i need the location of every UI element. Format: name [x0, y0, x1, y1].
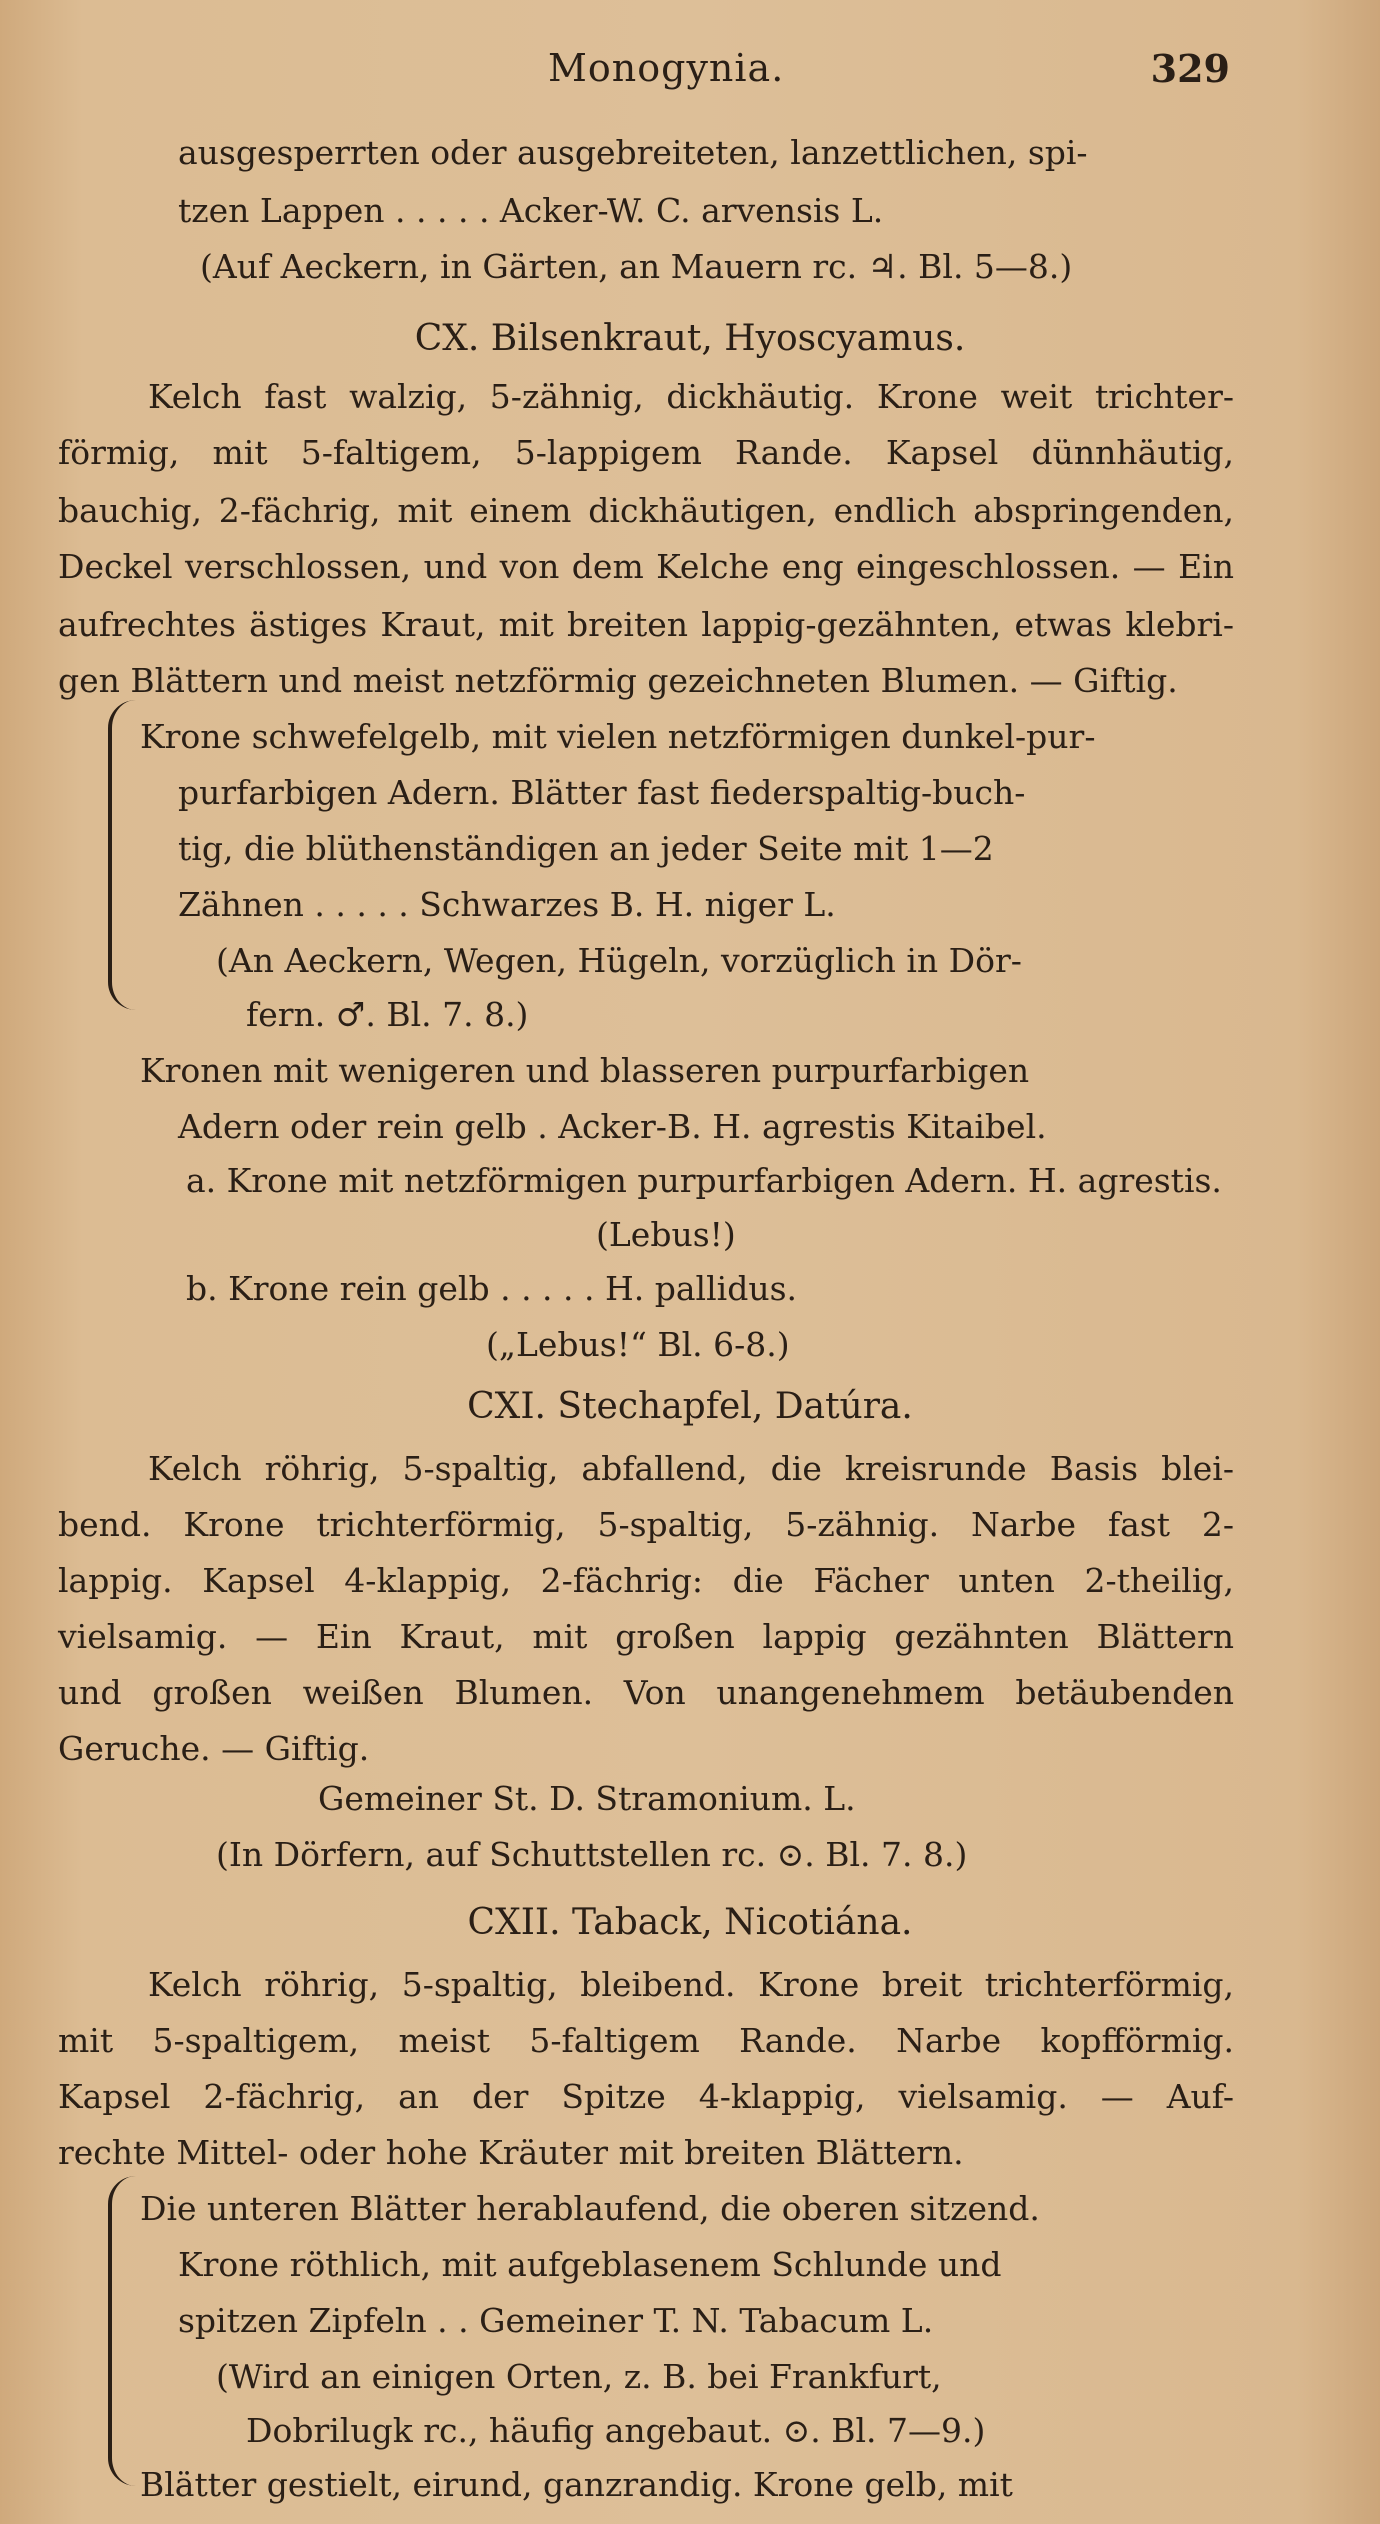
text-line: Geruche. — Giftig.: [58, 1729, 370, 1768]
text-line: Zähnen . . . . . Schwarzes B. H. niger L.: [178, 885, 836, 924]
text-line: tig, die blüthenständigen an jeder Seite mit 1—2: [178, 829, 994, 868]
text-line: (Lebus!): [596, 1215, 736, 1254]
genus-heading-cxii: CXII. Taback, Nicotiána.: [467, 1902, 913, 1943]
text-line: rechte Mittel- oder hohe Kräuter mit breiten Blättern.: [58, 2133, 964, 2172]
running-title: Monogynia.: [548, 46, 785, 90]
text-line: Die unteren Blätter herablaufend, die oberen sitzend.: [140, 2189, 1040, 2228]
text-line: aufrechtes ästiges Kraut, mit breiten lappig-gezähnten, etwas klebri-: [58, 605, 1234, 644]
page-number: 329: [1150, 46, 1230, 91]
text-line: (Wird an einigen Orten, z. B. bei Frankfurt,: [216, 2357, 942, 2396]
text-line: vielsamig. — Ein Kraut, mit großen lappig gezähnten Blättern: [58, 1617, 1234, 1656]
text-line: („Lebus!“ Bl. 6-8.): [486, 1325, 790, 1364]
text-line: ausgesperrten oder ausgebreiteten, lanzettlichen, spi-: [178, 133, 1088, 172]
text-line: Gemeiner St. D. Stramonium. L.: [318, 1779, 856, 1818]
text-line: Kelch fast walzig, 5-zähnig, dickhäutig. Krone weit trichter-: [148, 377, 1234, 416]
text-line: b. Krone rein gelb . . . . . H. pallidus.: [186, 1269, 798, 1308]
page-header: [0, 46, 1380, 106]
text-line: Kelch röhrig, 5-spaltig, bleibend. Krone breit trichterförmig,: [148, 1965, 1234, 2004]
text-line: Kronen mit wenigeren und blasseren purpurfarbigen: [140, 1051, 1030, 1090]
text-line: (An Aeckern, Wegen, Hügeln, vorzüglich in Dör-: [216, 941, 1022, 980]
text-line: und großen weißen Blumen. Von unangenehmem betäubenden: [58, 1673, 1234, 1712]
text-line: Krone röthlich, mit aufgeblasenem Schlunde und: [178, 2245, 1002, 2284]
text-line: förmig, mit 5-faltigem, 5-lappigem Rande. Kapsel dünnhäutig,: [58, 433, 1234, 472]
text-line: (Auf Aeckern, in Gärten, an Mauern rc. ♃. Bl. 5—8.): [200, 247, 1073, 286]
text-line: Blätter gestielt, eirund, ganzrandig. Krone gelb, mit: [140, 2465, 1013, 2504]
text-line: Dobrilugk rc., häufig angebaut. ⊙. Bl. 7—9.): [246, 2411, 986, 2450]
text-line: Deckel verschlossen, und von dem Kelche eng eingeschlossen. — Ein: [58, 547, 1234, 586]
text-line: (In Dörfern, auf Schuttstellen rc. ⊙. Bl. 7. 8.): [216, 1835, 968, 1874]
genus-heading-cx: CX. Bilsenkraut, Hyoscyamus.: [414, 318, 966, 359]
text-line: bauchig, 2-fächrig, mit einem dickhäutigen, endlich abspringenden,: [58, 491, 1234, 530]
text-line: purfarbigen Adern. Blätter fast fiederspaltig-buch-: [178, 773, 1026, 812]
text-line: spitzen Zipfeln . . Gemeiner T. N. Tabacum L.: [178, 2301, 934, 2340]
text-line: lappig. Kapsel 4-klappig, 2-fächrig: die Fächer unten 2-theilig,: [58, 1561, 1234, 1600]
text-line: tzen Lappen . . . . . Acker-W. C. arvensis L.: [178, 191, 884, 230]
text-line: fern. ♂. Bl. 7. 8.): [246, 995, 529, 1034]
text-line: Kapsel 2-fächrig, an der Spitze 4-klappig, vielsamig. — Auf-: [58, 2077, 1234, 2116]
genus-heading-cxi: CXI. Stechapfel, Datúra.: [467, 1386, 913, 1427]
text-line: Krone schwefelgelb, mit vielen netzförmigen dunkel-pur-: [140, 717, 1096, 756]
text-line: a. Krone mit netzförmigen purpurfarbigen Adern. H. agrestis.: [186, 1161, 1222, 1200]
text-line: mit 5-spaltigem, meist 5-faltigem Rande. Narbe kopfförmig.: [58, 2021, 1234, 2060]
text-line: Kelch röhrig, 5-spaltig, abfallend, die kreisrunde Basis blei-: [148, 1449, 1234, 1488]
text-line: Adern oder rein gelb . Acker-B. H. agrestis Kitaibel.: [178, 1107, 1047, 1146]
text-line: gen Blättern und meist netzförmig gezeichneten Blumen. — Giftig.: [58, 661, 1178, 700]
text-line: bend. Krone trichterförmig, 5-spaltig, 5-zähnig. Narbe fast 2-: [58, 1505, 1234, 1544]
